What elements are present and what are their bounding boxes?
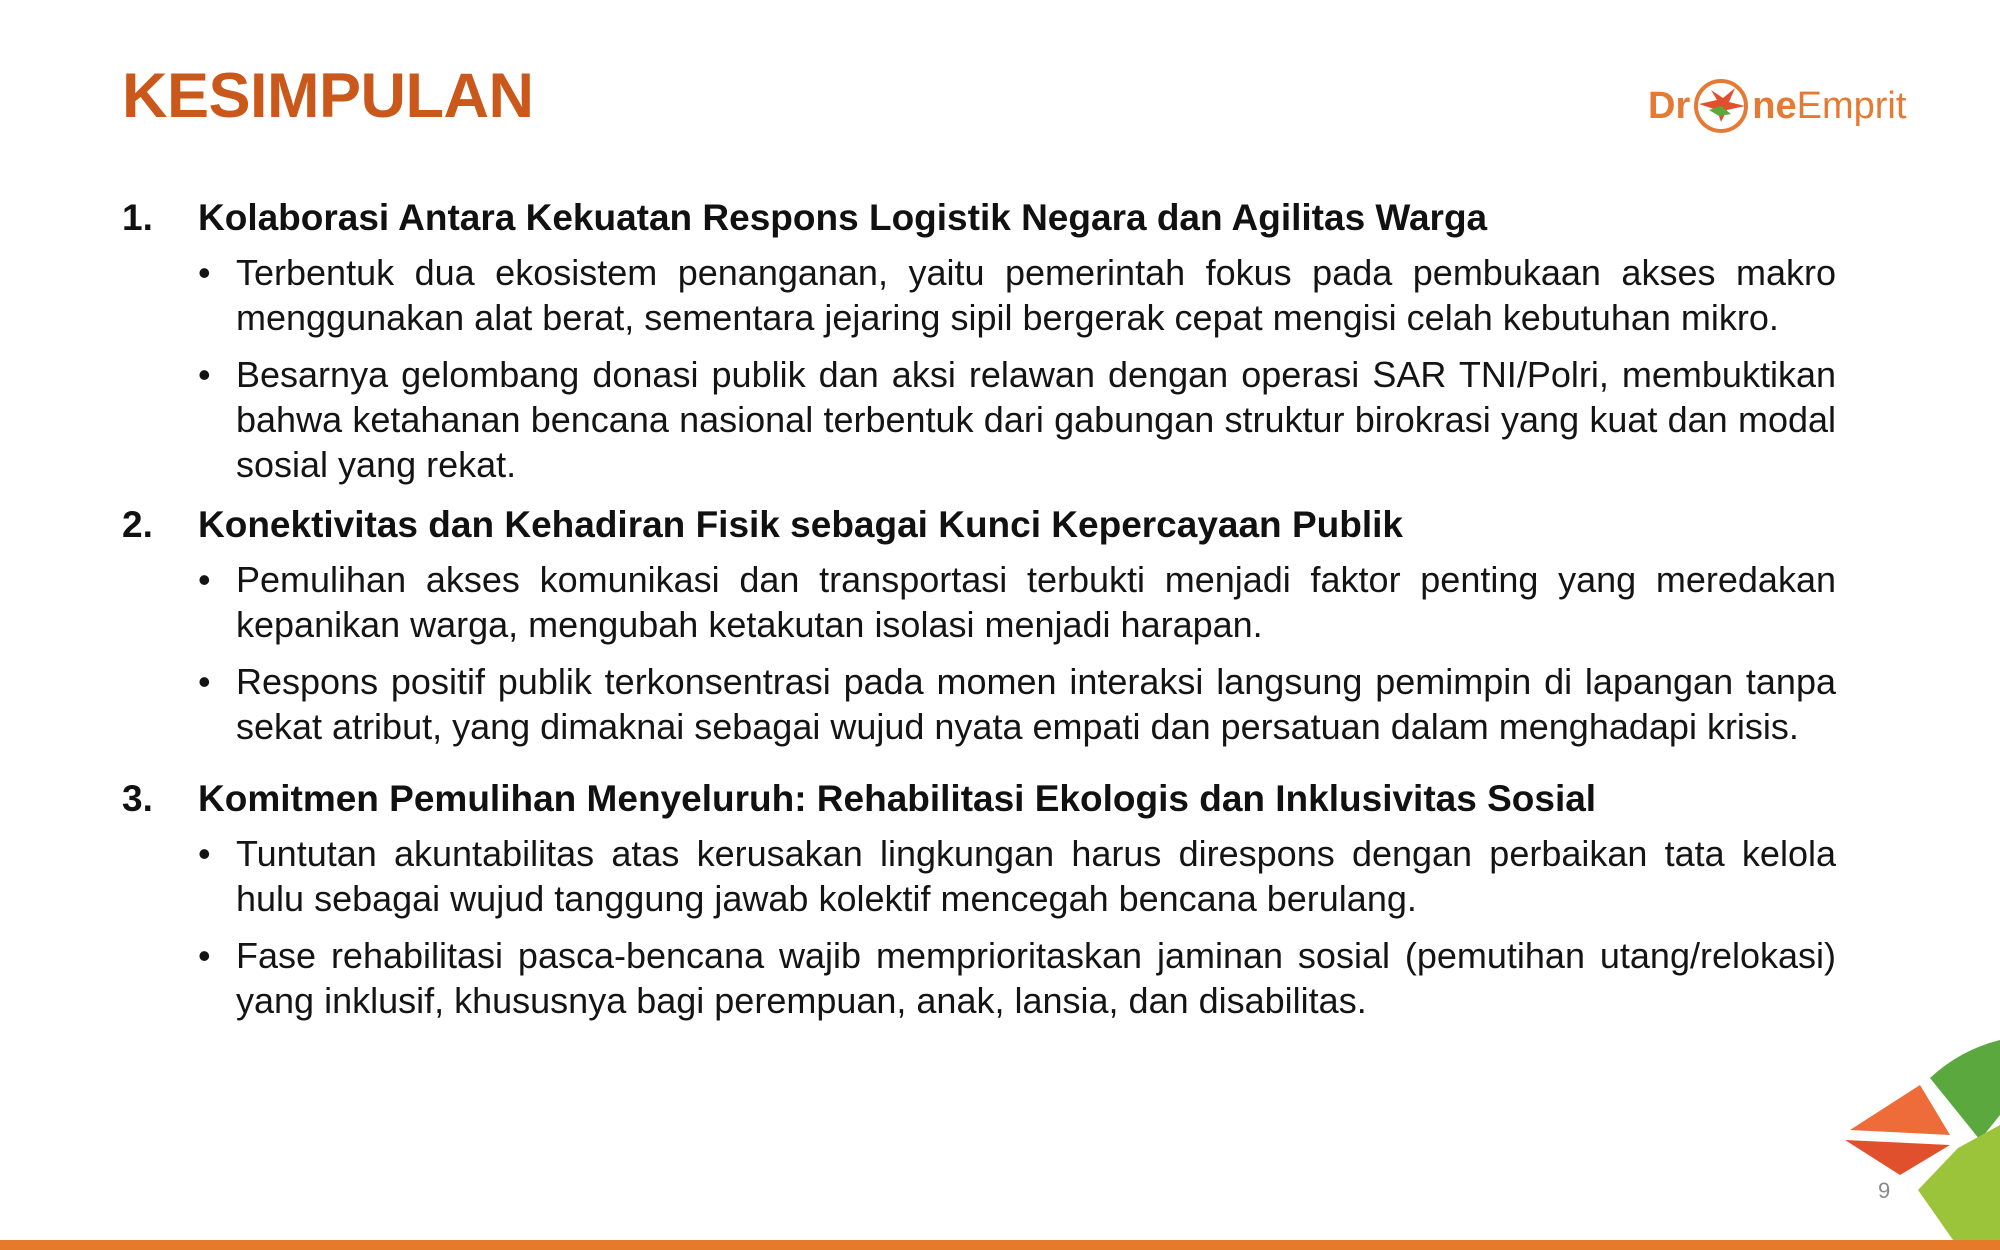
- bullet-list: [122, 831, 1842, 1023]
- section-heading-text: Kolaborasi Antara Kekuatan Respons Logistik Negara dan Agilitas Warga: [198, 197, 1488, 238]
- bottom-accent-bar: [0, 1240, 2000, 1250]
- corner-decoration: [1840, 1040, 2000, 1250]
- bullet-text: Terbentuk dua ekosistem penanganan, yaitu pemerintah fokus pada pembukaan akses makro menggunakan alat berat, sementara jejaring sipil bergerak cepat mengisi celah kebutuhan mikro.: [236, 252, 1836, 338]
- bullet-text: Respons positif publik terkonsentrasi pada momen interaksi langsung pemimpin di lapangan tanpa sekat atribut, yang dimaknai sebagai wujud nyata empati dan persatuan dalam menghadapi krisis.: [236, 661, 1836, 747]
- bullet-dot: •: [198, 354, 211, 395]
- section-number: 1.: [122, 197, 153, 238]
- drone-bird-icon: [1691, 76, 1751, 136]
- bullet-item: [198, 659, 1842, 749]
- conclusion-section-3: [122, 773, 1842, 1023]
- slide-title: KESIMPULAN: [122, 61, 534, 131]
- page-number: 9: [1878, 1178, 1891, 1203]
- bullet-item: [198, 933, 1842, 1023]
- bullet-item: [198, 831, 1842, 921]
- bullet-dot: •: [198, 661, 211, 702]
- bullet-list: [122, 250, 1842, 487]
- bullet-text: Fase rehabilitasi pasca-bencana wajib memprioritaskan jaminan sosial (pemutihan utang/relokasi) yang inklusif, khususnya bagi perempuan, anak, lansia, dan disabilitas.: [236, 935, 1836, 1021]
- bullet-item: [198, 352, 1842, 487]
- logo-text-emprit: Emprit: [1796, 84, 1907, 127]
- section-heading: [122, 192, 1842, 244]
- conclusion-section-1: [122, 192, 1842, 487]
- conclusion-section-2: [122, 499, 1842, 749]
- bullet-text: Besarnya gelombang donasi publik dan aksi relawan dengan operasi SAR TNI/Polri, membuktikan bahwa ketahanan bencana nasional terbentuk dari gabungan struktur birokrasi yang kuat dan modal sosial yang rekat.: [236, 354, 1836, 485]
- section-heading-text: Konektivitas dan Kehadiran Fisik sebagai Kunci Kepercayaan Publik: [198, 504, 1403, 545]
- bullet-dot: •: [198, 559, 211, 600]
- bullet-dot: •: [198, 935, 211, 976]
- drone-emprit-logo: [1648, 70, 1916, 142]
- bullet-item: [198, 557, 1842, 647]
- section-number: 2.: [122, 504, 153, 545]
- bullet-dot: •: [198, 833, 211, 874]
- section-heading-text: Komitmen Pemulihan Menyeluruh: Rehabilitasi Ekologis dan Inklusivitas Sosial: [198, 778, 1597, 819]
- bullet-item: [198, 250, 1842, 340]
- logo-text-dr: Dr: [1648, 84, 1691, 127]
- section-heading: [122, 499, 1842, 551]
- bullet-text: Tuntutan akuntabilitas atas kerusakan lingkungan harus direspons dengan perbaikan tata kelola hulu sebagai wujud tanggung jawab kolektif mencegah bencana berulang.: [236, 833, 1836, 919]
- bullet-text: Pemulihan akses komunikasi dan transportasi terbukti menjadi faktor penting yang meredakan kepanikan warga, mengubah ketakutan isolasi menjadi harapan.: [236, 559, 1836, 645]
- bullet-dot: •: [198, 252, 211, 293]
- bullet-list: [122, 557, 1842, 749]
- section-number: 3.: [122, 778, 153, 819]
- section-heading: [122, 773, 1842, 825]
- logo-text-ne: ne: [1752, 84, 1797, 127]
- conclusion-list: [122, 192, 1842, 1023]
